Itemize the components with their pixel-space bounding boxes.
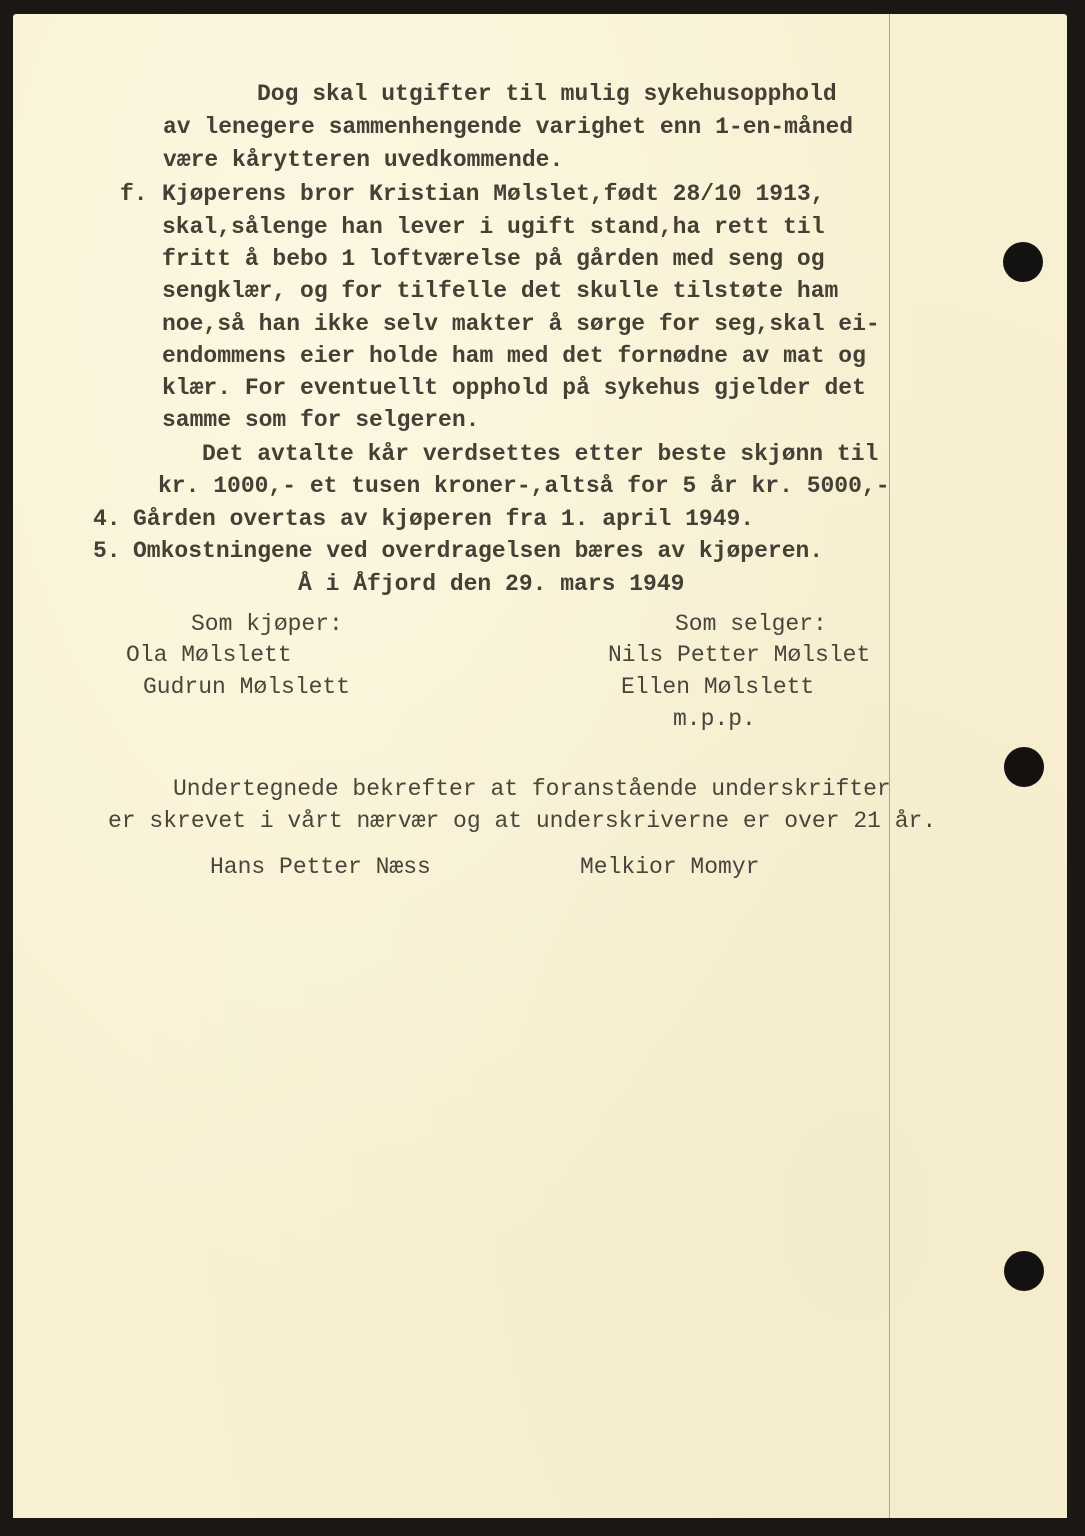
text-line: fritt å bebo 1 loftværelse på gården med seng og — [162, 246, 825, 272]
witness-name: Melkior Momyr — [580, 854, 760, 880]
text-line: Det avtalte kår verdsettes etter beste skjønn til — [202, 441, 879, 467]
seller-name: Ellen Mølslett — [621, 674, 815, 700]
place-date: Å i Åfjord den 29. mars 1949 — [298, 571, 685, 597]
punch-hole-icon — [1004, 747, 1044, 787]
punch-hole-icon — [1004, 1251, 1044, 1291]
seller-note: m.p.p. — [673, 706, 756, 732]
buyer-name: Ola Mølslett — [126, 642, 292, 668]
text-line: Kjøperens bror Kristian Mølslet,født 28/10 1913, — [162, 181, 825, 207]
text-line: Dog skal utgifter til mulig sykehusopphold — [257, 81, 837, 107]
witness-statement: Undertegnede bekrefter at foranstående underskrifter — [173, 776, 891, 802]
seller-label: Som selger: — [675, 611, 827, 637]
document-page — [13, 14, 1067, 1518]
text-line: klær. For eventuellt opphold på sykehus gjelder det — [162, 375, 866, 401]
text-line: skal,sålenge han lever i ugift stand,ha rett til — [162, 214, 825, 240]
item-marker: f. — [120, 181, 148, 207]
buyer-name: Gudrun Mølslett — [143, 674, 351, 700]
text-line: noe,så han ikke selv makter å sørge for seg,skal ei- — [162, 311, 880, 337]
witness-statement: er skrevet i vårt nærvær og at underskriverne er over 21 år. — [108, 808, 937, 834]
text-line: sengklær, og for tilfelle det skulle tilstøte ham — [162, 278, 839, 304]
red-margin-line — [889, 14, 890, 1518]
text-line: av lenegere sammenhengende varighet enn 1-en-måned — [163, 114, 854, 140]
text-line: kr. 1000,- et tusen kroner-,altså for 5 år kr. 5000,- — [158, 473, 890, 499]
text-line: Gården overtas av kjøperen fra 1. april 1949. — [133, 506, 755, 532]
text-line: endommens eier holde ham med det fornødne av mat og — [162, 343, 866, 369]
buyer-label: Som kjøper: — [191, 611, 343, 637]
punch-hole-icon — [1003, 242, 1043, 282]
witness-name: Hans Petter Næss — [210, 854, 431, 880]
item-marker: 4. — [93, 506, 121, 532]
text-line: være kårytteren uvedkommende. — [163, 147, 564, 173]
item-marker: 5. — [93, 538, 121, 564]
text-line: Omkostningene ved overdragelsen bæres av kjøperen. — [133, 538, 824, 564]
seller-name: Nils Petter Mølslet — [608, 642, 871, 668]
text-line: samme som for selgeren. — [162, 407, 480, 433]
